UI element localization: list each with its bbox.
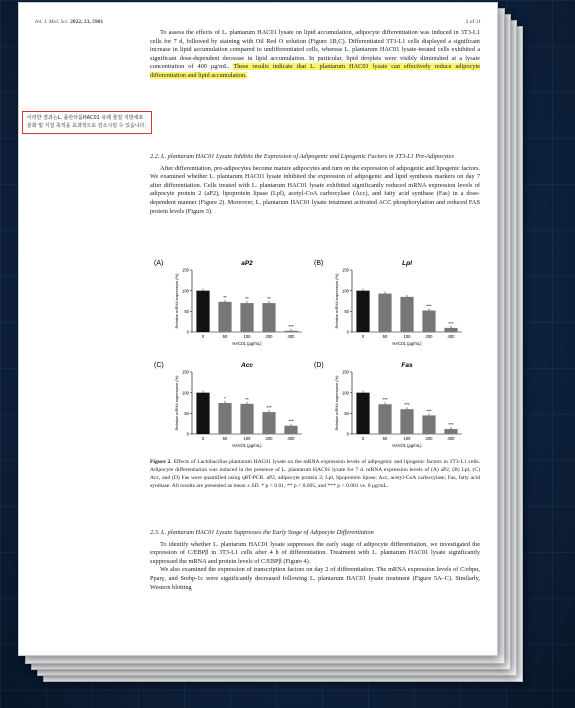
x-tick-label: 0 [201,334,205,339]
significance-mark: *** [266,405,272,411]
y-tick-label: 100 [342,288,349,294]
bar-100 [240,404,253,434]
caption-text: Effects of Lactobacillus plantarum HAC01 lysate on the mRNA expression levels of adipogenic and lipogenic factors in 3T3-L1 cells. Adipocyte differentiation was induced in the presence of L. plantarum HAC01 lysate for 7 d. mRNA expression levels of (A) aP2, (B) Lpl, (C) Acc, and (D) Fas were quantified using qRT-PCR. aP2, adipocyte protein 2; Lpl, lipoprotein lipase; Acc, acetyl-CoA carboxylase; Fas, fatty acid synthase. All results are presented as mean ± SD. * p < 0.01, ** p < 0.005, and *** p < 0.001 vs. 0 μg/mL. [150,459,481,489]
bar-50 [218,403,231,434]
bar-50 [218,302,231,332]
highlighted-sentence: These results indicate that L. plantarum HAC01 lysate can effectively reduce adipocyte differentiation and lipid accumulation. [150,63,480,79]
x-tick-label: 100 [403,334,411,339]
x-axis-label: HAC01 (μg/mL) [232,341,262,346]
section-2-2-text: After differentiation, pre-adipocytes become mature adipocytes and turn on the expression of adipogenic and lipogenic factors. We examined whether L. plantarum HAC01 lysate inhibited the expression of adipogenic and lipid synthesis markers on day 7 after differentiation. Cells treated with L. plantarum HAC01 lysate exhibited significantly reduced mRNA expression levels of adipocyte protein 2 (aP2), lipoprotein lipase (Lpl), acetyl-CoA carboxylase (Acc), and fatty acid synthase (Fas) in a dose-dependent manner (Figure 2). Moreover, L. plantarum HAC01 lysate treatment activated ACC phosphorylation and reduced FAS protein levels (Figure 3). [150,164,480,215]
section-2-3-text-1: To identify whether L. plantarum HAC01 lysate suppresses the early stage of adipocyte differentiation, we investigated the expression of C/EBPβ in 3T3-L1 cells after 4 h of differentiation. Treatment with L. plantarum HAC01 lysate significantly suppressed the mRNA and protein levels of C/EBPβ (Figure 4). [150,540,480,565]
x-tick-label: 0 [361,334,365,339]
y-tick-label: 0 [186,329,189,335]
significance-mark: *** [426,408,432,414]
x-tick-label: 200 [265,436,273,441]
y-tick-label: 50 [184,308,189,314]
y-tick-label: 0 [346,431,349,437]
bar-400 [284,331,297,332]
x-tick-label: 100 [243,334,251,339]
korean-annotation-box: 이러한 결과는L. 플란타룸HAC01 유래 물질 지방세포 분화 및 지질 축적을 효과적으로 감소시킬 수 있습니다. [22,111,152,134]
x-tick-label: 200 [265,334,273,339]
y-axis-label: Relative mRNA expression (%) [334,273,339,329]
significance-mark: * [224,396,226,401]
chart-panel-1 [154,260,302,346]
x-tick-label: 0 [201,436,205,441]
bar-200 [422,415,435,434]
bar-0 [356,393,369,434]
x-tick-label: 400 [287,436,295,441]
panel-label: (A) [154,260,164,267]
chart-panel-3 [154,362,302,448]
y-tick-label: 150 [342,267,349,273]
x-tick-label: 50 [382,334,388,339]
document-page [18,2,498,656]
panel-label: (C) [154,362,164,369]
y-tick-label: 100 [182,288,189,294]
chart-title: aP2 [241,260,253,267]
chart-title: Acc [241,362,253,369]
x-tick-label: 50 [222,334,228,339]
caption-label: Figure 2. [150,459,172,465]
bar-100 [400,297,413,332]
y-axis-label: Relative mRNA expression (%) [174,375,179,431]
bar-400 [284,426,297,434]
section-2-2-title: 2.2. L. plantarum HAC01 Lysate Inhibits the Expression of Adipogenic and Lipogenic Factors in 3T3-L1 Pre-Adipocytes [150,153,454,160]
figure-2-caption [150,458,480,490]
x-tick-label: 0 [361,436,365,441]
bar-50 [378,404,391,434]
x-axis-label: HAC01 (μg/mL) [392,443,422,448]
bar-0 [356,291,369,332]
x-axis-label: HAC01 (μg/mL) [392,341,422,346]
y-tick-label: 150 [182,369,189,375]
x-tick-label: 400 [287,334,295,339]
para1-text: To assess the effects of L. plantarum HAC01 lysate on lipid accumulation, adipocyte differentiation was induced in 3T3-L1 cells for 7 d, followed by staining with Oil Red O solution (Figure 1B,C). Differentiated 3T3-L1 cells displayed a significant increase in lipid accumulation compared to undifferentiated cells, whereas L. plantarum HAC01 lysate-treated cells exhibited a significant dose-dependent decrease in lipid accumulation. In particular, lipid droplets were visibly diminished at a lysate concentration of 400 μg/mL. [150,29,480,71]
journal-volume: 2022, 23, 5901 [70,19,104,25]
x-tick-label: 100 [243,436,251,441]
y-axis-label: Relative mRNA expression (%) [174,273,179,329]
y-axis-label: Relative mRNA expression (%) [334,375,339,431]
x-axis-label: HAC01 (μg/mL) [232,443,262,448]
chart-panel-4 [314,362,462,448]
panel-label: (D) [314,362,324,369]
bar-100 [240,303,253,332]
y-tick-label: 150 [182,267,189,273]
y-tick-label: 50 [184,410,189,416]
x-tick-label: 50 [382,436,388,441]
y-tick-label: 100 [182,390,189,396]
significance-mark: *** [288,418,294,424]
panel-label: (B) [314,260,324,267]
significance-mark: ** [267,296,271,302]
y-tick-label: 0 [186,431,189,437]
bar-400 [444,429,457,434]
section-2-3 [150,523,480,592]
x-tick-label: 100 [403,436,411,441]
x-tick-label: 400 [447,436,455,441]
chart-title: Fas [401,362,413,369]
significance-mark: *** [404,402,410,408]
significance-mark: *** [288,323,294,329]
chart-panel-2 [314,260,462,346]
bar-0 [196,291,209,332]
page-header [35,19,481,25]
bar-200 [262,412,275,434]
figure-2-charts [154,256,472,454]
bar-400 [444,328,457,332]
bar-50 [378,294,391,332]
y-tick-label: 0 [346,329,349,335]
bar-100 [400,409,413,434]
chart-title: Lpl [402,260,412,267]
paragraph-lipid [150,29,480,81]
significance-mark: ** [245,296,249,302]
section-2-2 [150,147,480,216]
y-tick-label: 50 [344,410,349,416]
section-2-3-title: 2.3. L. plantarum HAC01 Lysate Suppresses the Early Stage of Adipocyte Differentiation [150,529,374,536]
x-tick-label: 400 [447,334,455,339]
bar-200 [422,311,435,332]
bar-0 [196,393,209,434]
journal-name: Int. J. Mol. Sci. [35,19,69,25]
y-tick-label: 100 [342,390,349,396]
significance-mark: ** [223,294,227,300]
section-2-3-text-2: We also examined the expression of transcription factors on day 2 of differentiation. The mRNA expression levels of C/ebpα, Pparγ, and Srebp-1c were significantly decreased following L. plantarum HAC01 lysate treatment (Figure 5A–C). Similarly, Western blotting [150,566,480,591]
x-tick-label: 200 [425,436,433,441]
page-number: 3 of 11 [465,19,481,25]
y-tick-label: 150 [342,369,349,375]
y-tick-label: 50 [344,308,349,314]
significance-mark: *** [448,320,454,326]
significance-mark: *** [426,303,432,309]
significance-mark: ** [245,396,249,402]
x-tick-label: 200 [425,334,433,339]
significance-mark: *** [382,397,388,403]
significance-mark: *** [448,422,454,428]
bar-200 [262,303,275,332]
x-tick-label: 50 [222,436,228,441]
